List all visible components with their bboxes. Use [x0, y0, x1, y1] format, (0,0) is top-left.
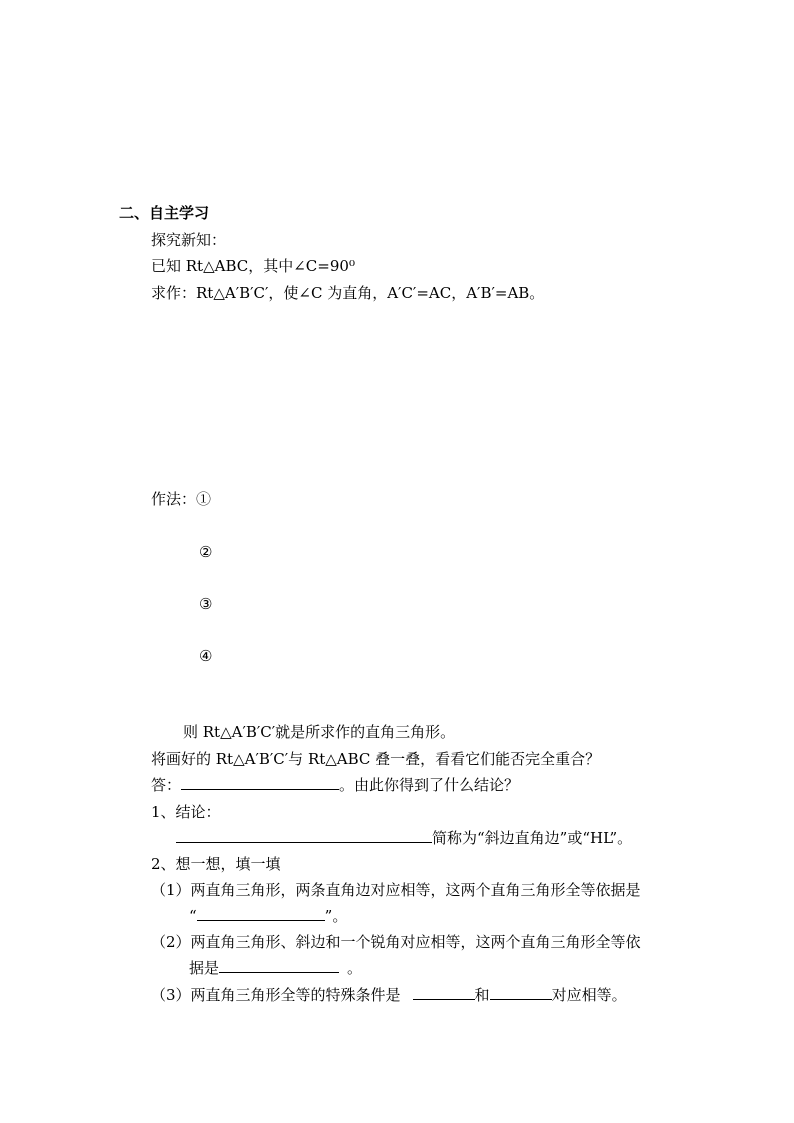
- q1-close-quote: ”。: [324, 907, 348, 925]
- method-label: 作法：: [151, 490, 197, 508]
- q3-blank-2[interactable]: [490, 985, 552, 1000]
- answer-label: 答：: [151, 776, 182, 794]
- answer-blank[interactable]: [181, 775, 339, 790]
- q2-blank[interactable]: [219, 958, 339, 973]
- overlap-question: 将画好的 Rt△A′B′C′与 Rt△ABC 叠一叠，看看它们能否完全重合？: [151, 750, 601, 768]
- q1-open-quote: “: [189, 907, 197, 925]
- conclusion-row: [176, 828, 632, 848]
- method-step-1: [151, 489, 211, 509]
- given-statement: 已知 Rt△ABC，其中∠C=90⁰: [151, 257, 355, 275]
- q2-prefix: 据是: [189, 959, 220, 977]
- construction-task: 求作：Rt△A′B′C′，使∠C 为直角，A′C′=AC，A′B′=AB。: [151, 284, 545, 302]
- answer-row: [151, 775, 519, 795]
- section-heading: 二、自主学习: [119, 204, 210, 222]
- q3-middle: 和: [474, 986, 490, 1004]
- conclusion-blank[interactable]: [176, 828, 432, 843]
- construction-result: 则 Rt△A′B′C′就是所求作的直角三角形。: [183, 723, 456, 741]
- step-marker-1: ①: [196, 490, 212, 508]
- conclusion-short-name: 简称为“斜边直角边”或“HL”。: [432, 829, 633, 847]
- question-2-line-1: （2）两直角三角形、斜边和一个锐角对应相等，这两个直角三角形全等依: [151, 933, 641, 951]
- sub-heading: 探究新知：: [151, 231, 227, 249]
- q3-blank-1[interactable]: [413, 985, 475, 1000]
- step-marker-3: ③: [199, 595, 213, 613]
- q2-suffix: 。: [347, 959, 363, 977]
- q1-blank[interactable]: [197, 906, 325, 921]
- question-1-line-2: [189, 906, 347, 926]
- think-label: 2、想一想，填一填: [151, 855, 281, 873]
- question-2-line-2: [189, 958, 362, 978]
- q3-suffix: 对应相等。: [551, 986, 627, 1004]
- question-3: [151, 985, 627, 1005]
- answer-suffix: 。由此你得到了什么结论？: [339, 776, 520, 794]
- step-marker-4: ④: [199, 647, 213, 665]
- conclusion-label: 1、结论：: [151, 803, 221, 821]
- step-marker-2: ②: [199, 543, 213, 561]
- question-1-line-1: （1）两直角三角形，两条直角边对应相等，这两个直角三角形全等依据是: [151, 881, 641, 899]
- q3-prefix: （3）两直角三角形全等的特殊条件是: [151, 986, 401, 1004]
